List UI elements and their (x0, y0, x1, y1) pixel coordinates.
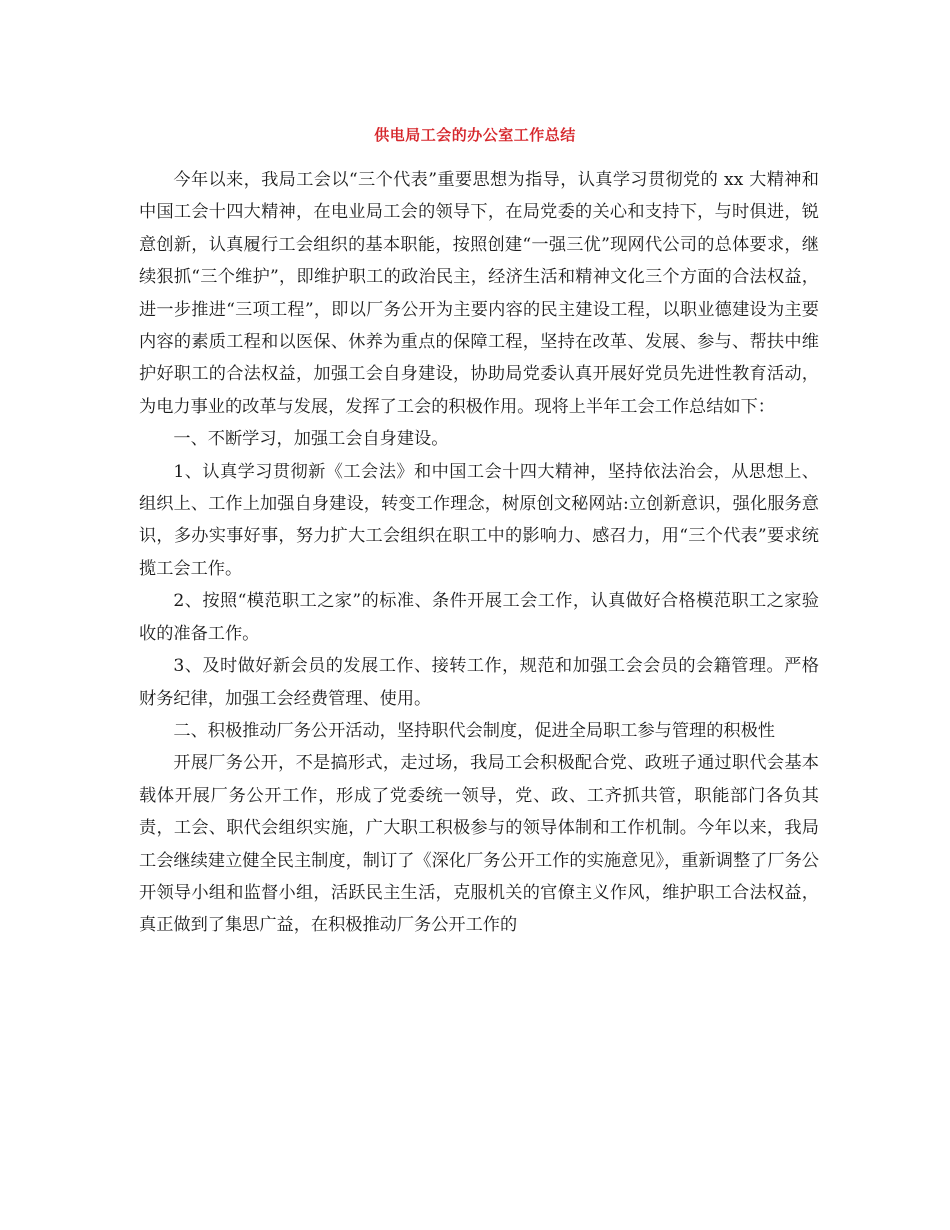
section-heading-1: 一、不断学习，加强工会自身建设。 (173, 429, 449, 450)
paragraph-intro: 今年以来，我局工会以“三个代表”重要思想为指导，认真学习贯彻党的 xx 大精神和中国工会十四大精神，在电业局工会的领导下，在局党委的关心和支持下，与时俱进，锐意创新，认真履行工会组织的基本职能，按照创建“一强三优”现网代公司的总体要求，继续狠抓“三个维护”，即维护职工的政治民主，经济生活和精神文化三个方面的合法权益，进一步推进“三项工程”，即以厂务公开为主要内容的民主建设工程，以职业德建设为主要内容的素质工程和以医保、休养为重点的保障工程，坚持在改革、发展、参与、帮扶中维护好职工的合法权益，加强工会自身建设，协助局党委认真开展好党员先进性教育活动，为电力事业的改革与发展，发挥了工会的积极作用。现将上半年工会工作总结如下： (139, 170, 819, 417)
document-body (139, 164, 819, 942)
paragraph-item-2: 2、按照“模范职工之家”的标准、条件开展工会工作，认真做好合格模范职工之家验收的准备工作。 (139, 591, 819, 644)
document-title: 供电局工会的办公室工作总结 (374, 126, 576, 144)
paragraph-item-1: 1、认真学习贯彻新《工会法》和中国工会十四大精神，坚持依法治会，从思想上、组织上、工作上加强自身建设，转变工作理念，树原创文秘网站:立创新意识，强化服务意识，多办实事好事，努力扩大工会组织在职工中的影响力、感召力，用“三个代表”要求统揽工会工作。 (139, 461, 819, 579)
paragraph-item-3: 3、及时做好新会员的发展工作、接转工作，规范和加强工会会员的会籍管理。严格财务纪律，加强工会经费管理、使用。 (139, 656, 819, 709)
section-heading-2: 二、积极推动厂务公开活动，坚持职代会制度，促进全局职工参与管理的积极性 (173, 720, 775, 741)
paragraph-section-2: 开展厂务公开，不是搞形式，走过场，我局工会积极配合党、政班子通过职代会基本载体开展厂务公开工作，形成了党委统一领导，党、政、工齐抓共管，职能部门各负其责，工会、职代会组织实施，广大职工积极参与的领导体制和工作机制。今年以来，我局工会继续建立健全民主制度，制订了《深化厂务公开工作的实施意见》，重新调整了厂务公开领导小组和监督小组，活跃民主生活，克服机关的官僚主义作风，维护职工合法权益，真正做到了集思广益，在积极推动厂务公开工作的 (139, 753, 819, 936)
